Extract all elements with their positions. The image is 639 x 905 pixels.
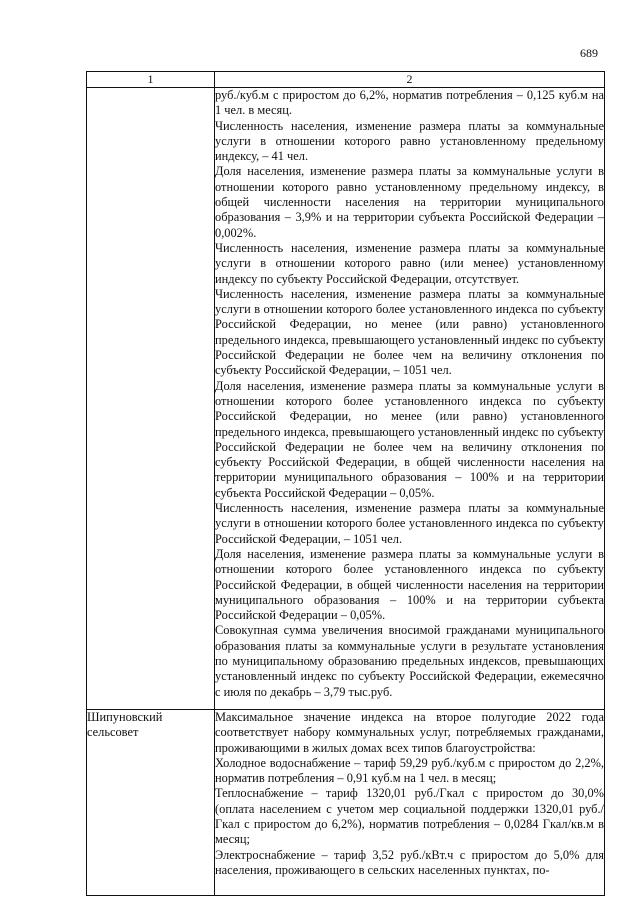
- paragraph: Холодное водоснабжение – тариф 59,29 руб./куб.м с приростом до 2,2%, норматив потребления – 0,91 куб.м на 1 чел. в месяц;: [215, 755, 604, 786]
- column-header-1: 1: [87, 72, 215, 88]
- table-header-row: [87, 72, 605, 88]
- municipality-cell: [87, 710, 215, 896]
- paragraph: Доля населения, изменение размера платы за коммунальные услуги в отношении которого равно установленному предельному индексу, в общей численности населения на территории муниципального образования – 3,9% и на территории субъекта Российской Федерации – 0,002%.: [215, 164, 604, 240]
- paragraph: руб./куб.м с приростом до 6,2%, норматив потребления – 0,125 куб.м на 1 чел. в месяц.: [215, 88, 604, 118]
- paragraph: Доля населения, изменение размера платы за коммунальные услуги в отношении которого более установленного индекса по субъекту Российской Федерации, но менее (или равно) установленного предельного индекса, превышающего установленный индекс по субъекту Российской Федерации не более чем на величину отклонения по субъекту Российской Федерации, в общей численности населения на территории муниципального образования – 100% и на территории субъекта Российской Федерации – 0,05%.: [215, 378, 604, 500]
- content-table: [86, 71, 605, 896]
- municipality-cell: [87, 88, 215, 710]
- description-cell: [215, 88, 605, 710]
- paragraph: Численность населения, изменение размера платы за коммунальные услуги в отношении которого более установленного индекса по субъекту Российской Федерации, но менее (или равно) установленного предельного индекса, превышающего установленный индекс по субъекту Российской Федерации не более чем на величину отклонения по субъекту Российской Федерации, – 1051 чел.: [215, 286, 604, 378]
- paragraph: Доля населения, изменение размера платы за коммунальные услуги в отношении которого более установленного индекса по субъекту Российской Федерации, в общей численности населения на территории муниципального образования – 100% и на территории субъекта Российской Федерации – 0,05%.: [215, 546, 604, 623]
- paragraph: Численность населения, изменение размера платы за коммунальные услуги в отношении которого более установленного индекса по субъекту Российской Федерации, – 1051 чел.: [215, 501, 604, 546]
- paragraph: Совокупная сумма увеличения вносимой гражданами муниципального образования платы за коммунальные услуги в результате установления по муниципальному образованию предельных индексов, превышающих установленный индекс по субъекту Российской Федерации, ежемесячно с июля по декабрь – 3,79 тыс.руб.: [215, 623, 604, 699]
- column-header-2: 2: [215, 72, 605, 88]
- paragraph: Электроснабжение – тариф 3,52 руб./кВт.ч с приростом до 5,0% для населения, проживающего в сельских населенных пунктах, по-: [215, 847, 604, 877]
- paragraph: Численность населения, изменение размера платы за коммунальные услуги в отношении которого равно установленному предельному индексу, – 41 чел.: [215, 118, 604, 164]
- paragraph: Численность населения, изменение размера платы за коммунальные услуги в отношении которого равно (или менее) установленному индексу по субъекту Российской Федерации, отсутствует.: [215, 240, 604, 286]
- municipality-name-line: сельсовет: [87, 725, 139, 740]
- description-cell: [215, 710, 605, 896]
- table-row: [87, 710, 605, 896]
- page-number: 689: [580, 46, 598, 60]
- table-row: [87, 88, 605, 710]
- paragraph: Максимальное значение индекса на второе полугодие 2022 года соответствует набору коммунальных услуг, потребляемых гражданами, проживающими в жилых домах всех типов благоустройства:: [215, 710, 604, 755]
- municipality-name-line: Шипуновский: [87, 710, 163, 724]
- paragraph: Теплоснабжение – тариф 1320,01 руб./Гкал с приростом до 30,0% (оплата населением с учетом мер социальной поддержки 1320,01 руб./Гкал с приростом до 6,2%), норматив потребления – 0,0284 Гкал/кв.м в месяц;: [215, 786, 604, 847]
